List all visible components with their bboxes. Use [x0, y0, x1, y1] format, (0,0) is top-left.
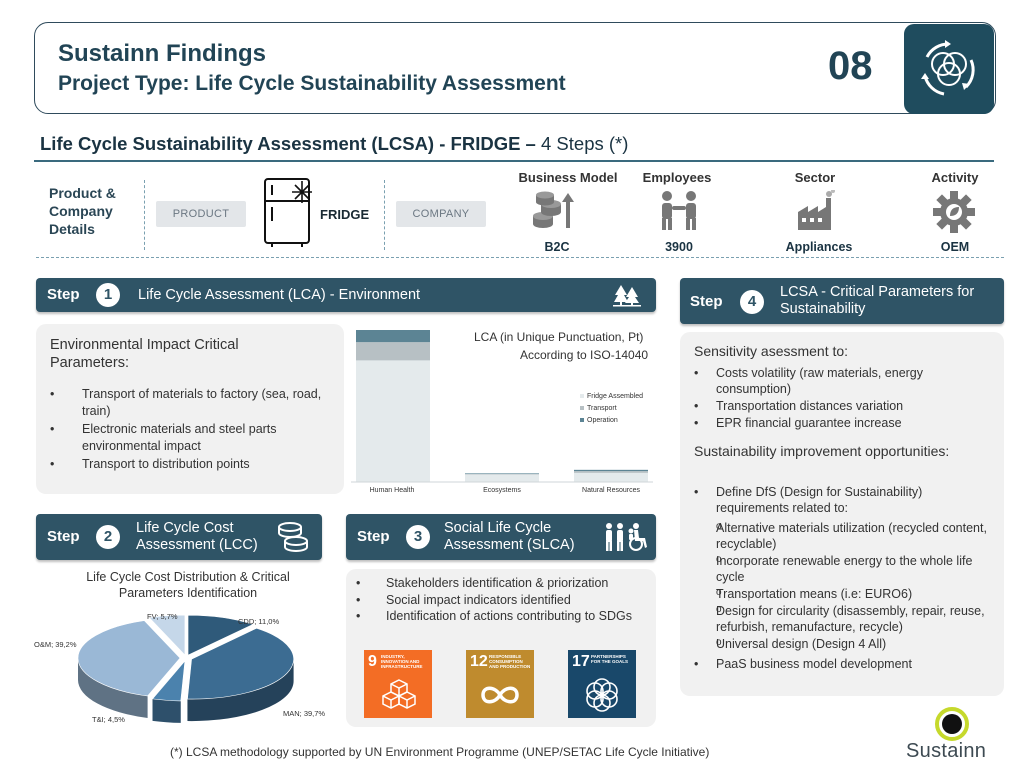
sdg-17-tile [568, 650, 636, 718]
page-number: 08 [828, 44, 873, 88]
sdg-label: PARTNERSHIPS FOR THE GOALS [591, 654, 628, 664]
step4-opportunities-list [694, 484, 994, 673]
step1-panel-title: Environmental Impact Critical Parameters: [50, 337, 239, 371]
sdg-number: 17 [572, 653, 590, 670]
step-title-line: Assessment (LCC) [136, 537, 258, 553]
step-title: Life Cycle Assessment (LCA) - Environment [138, 287, 421, 303]
step-title-line: Sustainability [780, 301, 866, 317]
business-model-value: B2C [544, 240, 570, 254]
sub-list-item: o Alternative materials utilization (recycled content, recyclable) [694, 520, 994, 552]
employees-value: 3900 [665, 240, 693, 254]
step4-sensitivity-list [694, 365, 994, 432]
divider [36, 257, 1004, 258]
business-model-heading: Business Model [518, 170, 618, 185]
legend-label: Fridge Assembled [587, 393, 644, 400]
lcc-title-line: Life Cycle Cost Distribution & Critical [86, 570, 290, 584]
sdg-number: 9 [368, 653, 377, 670]
sub-list-item: o Universal design (Design 4 All) [694, 636, 994, 652]
step-title-line: Social Life Cycle [444, 520, 552, 536]
activity-heading: Activity [931, 170, 979, 185]
bar-segment [574, 473, 648, 482]
pie-label: MAN; 39,7% [283, 709, 326, 718]
lca-chart-subtitle: According to ISO-14040 [520, 348, 649, 362]
infinity-icon [477, 682, 523, 708]
coins-growth-icon [531, 190, 577, 237]
product-company-label [49, 184, 116, 238]
legend-swatch [580, 394, 584, 398]
label-line: Company [49, 203, 113, 219]
dfs-sub-list [694, 520, 994, 652]
sub-list-item: o Incorporate renewable energy to the whole life cycle [694, 553, 994, 585]
list-item [694, 484, 994, 652]
lca-x-label: Natural Resources [582, 487, 640, 494]
infrastructure-cubes-icon [382, 678, 416, 712]
legend-item-transport [580, 405, 643, 412]
step-title [444, 520, 575, 554]
list-item: • EPR financial guarantee increase [694, 415, 994, 431]
lcsa-title-steps: 4 Steps (*) [541, 133, 629, 154]
step-title [136, 520, 258, 554]
gear-leaf-icon [932, 190, 976, 239]
step-number: 3 [406, 525, 430, 549]
lca-chart-title: LCA (in Unique Punctuation, Pt) [474, 330, 644, 344]
step2-header [36, 514, 322, 560]
sdg-9-tile [364, 650, 432, 718]
step4-heading-sensitivity: Sensitivity asessment to: [694, 343, 849, 359]
lcc-title-line: Parameters Identification [118, 586, 258, 600]
step1-bullet-list [50, 386, 330, 474]
sdg-label: RESPONSIBLE CONSUMPTION AND PRODUCTION [489, 654, 531, 669]
bar-segment [465, 474, 539, 475]
lca-x-label: Ecosystems [483, 487, 521, 494]
legend-swatch [580, 406, 584, 410]
pie-label: T&I; 4,5% [92, 715, 125, 724]
bar-segment [574, 471, 648, 473]
bar-segment [574, 470, 648, 471]
page-subtitle: Project Type: Life Cycle Sustainability Assessment [58, 72, 566, 95]
list-item: • Transportation distances variation [694, 398, 994, 414]
brand-name: Sustainn [906, 740, 987, 762]
lcsa-title [40, 133, 628, 155]
sub-list-item: o Design for circularity (disassembly, repair, reuse, refurbish, remanufacture, recycle) [694, 603, 994, 635]
sdg-number: 12 [470, 653, 488, 670]
employees-heading: Employees [642, 170, 712, 185]
step-title-line: LCSA - Critical Parameters for [780, 284, 975, 300]
footer-note: (*) LCSA methodology supported by UN Environment Programme (UNEP/SETAC Life Cycle Initiative) [170, 745, 710, 759]
coins-icon [276, 521, 310, 558]
label-line: Details [49, 221, 95, 237]
divider [34, 160, 994, 162]
factory-icon [796, 190, 836, 237]
list-item: • Identification of actions contributing to SDGs [356, 609, 650, 625]
step-word: Step [357, 528, 390, 545]
step-word: Step [47, 286, 80, 303]
step3-header [346, 514, 656, 560]
list-item: • Transport of materials to factory (sea, road, train) [50, 386, 330, 420]
step-number: 2 [96, 525, 120, 549]
pie-label: FV; 5,7% [147, 612, 178, 621]
step-title [780, 284, 974, 318]
divider [144, 180, 145, 250]
step3-bullet-list [356, 576, 650, 626]
legend-swatch [580, 418, 584, 422]
product-name: FRIDGE [320, 207, 370, 222]
company-pill: COMPANY [396, 201, 486, 227]
bar-segment [465, 474, 539, 482]
sector-heading: Sector [794, 170, 836, 185]
bar-segment [356, 342, 430, 360]
bar-segment [356, 360, 430, 482]
lca-legend [580, 393, 643, 424]
step-number: 1 [96, 283, 120, 307]
lca-x-label: Human Health [369, 487, 415, 494]
list-item: • Social impact indicators identified [356, 593, 650, 609]
pie-slice-side [153, 699, 181, 723]
product-pill: PRODUCT [156, 201, 246, 227]
step-title-line: Life Cycle Cost [136, 520, 234, 536]
people-icon [656, 190, 702, 237]
fridge-icon [262, 177, 322, 254]
label-line: Product & [49, 185, 116, 201]
step4-header [680, 278, 1004, 324]
step-title-line: Assessment (SLCA) [444, 537, 575, 553]
activity-value: OEM [940, 240, 970, 254]
partnership-flower-icon [583, 676, 621, 714]
divider [384, 180, 385, 250]
list-item: • Transport to distribution points [50, 456, 330, 473]
bar-segment [356, 330, 430, 342]
sdg-12-tile [466, 650, 534, 718]
step-word: Step [690, 293, 723, 310]
trees-icon [613, 283, 641, 312]
step1-header [36, 278, 656, 312]
bar-segment [465, 473, 539, 474]
legend-item-fridge [580, 393, 643, 400]
legend-item-operation [580, 417, 643, 424]
legend-label: Transport [587, 405, 617, 412]
list-item: • PaaS business model development [694, 656, 994, 672]
pie-label: O&M; 39,2% [34, 640, 77, 649]
step-number: 4 [740, 290, 764, 314]
list-item: • Electronic materials and steel parts environmental impact [50, 421, 330, 455]
step-word: Step [47, 528, 80, 545]
step4-heading-opportunities: Sustainability improvement opportunities: [694, 443, 950, 459]
list-item: • Stakeholders identification & priorization [356, 576, 650, 592]
pie-label: CDD; 11,0% [238, 617, 280, 626]
people-accessibility-icon [604, 522, 650, 557]
lifecycle-logo-icon [904, 24, 994, 114]
dfs-text: Define DfS (Design for Sustainability) requirements related to: [716, 485, 923, 515]
lcsa-title-bold: Life Cycle Sustainability Assessment (LCSA) - FRIDGE – [40, 133, 541, 154]
sector-value: Appliances [785, 240, 853, 254]
sdg-label: INDUSTRY, INNOVATION AND INFRASTRUCTURE [381, 654, 423, 669]
sub-list-item: o Transportation means (i.e: EURO6) [694, 586, 994, 602]
lcc-chart-title [48, 569, 328, 601]
page-title: Sustainn Findings [58, 40, 266, 67]
list-item: • Costs volatility (raw materials, energy consumption) [694, 365, 994, 397]
legend-label: Operation [587, 417, 618, 424]
